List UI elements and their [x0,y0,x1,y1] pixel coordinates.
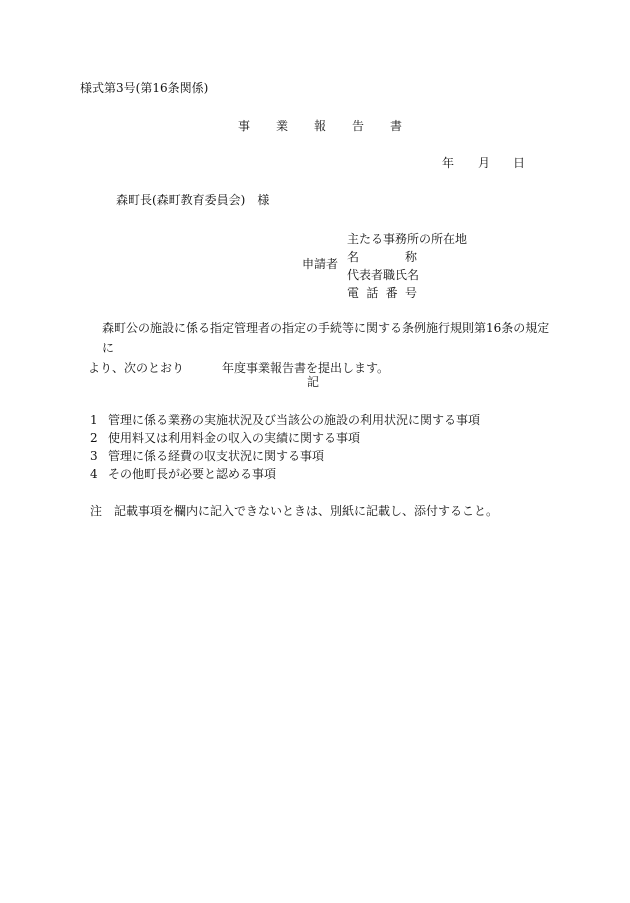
title-char: 業 [276,119,289,133]
ki-heading: 記 [307,375,320,389]
item-list [90,411,480,483]
list-item: 1 管理に係る業務の実施状況及び当該公の施設の利用状況に関する事項 [90,413,481,427]
body-line-1: 森町公の施設に係る指定管理者の指定の手続等に関する条例施行規則第16条の規定に [102,321,550,355]
list-item: 3 管理に係る経費の収支状況に関する事項 [90,449,325,463]
note-text: 記載事項を欄内に記入できないときは、別紙に記載し、添付すること。 [114,504,499,518]
form-number: 様式第3号(第16条関係) [80,81,209,95]
date-day: 日 [513,156,526,170]
addressee: 森町長(森町教育委員会) 様 [116,193,270,207]
address-label: 主たる事務所の所在地 [347,232,468,246]
date-month: 月 [478,156,491,170]
phone-label: 電 話 番 号 [347,286,417,300]
list-item: 4 その他町長が必要と認める事項 [90,467,277,481]
applicant-label: 申請者 [302,257,339,271]
title-char: 告 [352,119,365,133]
body-paragraph [88,318,558,378]
representative-label: 代表者職氏名 [347,268,420,282]
date-year: 年 [442,156,455,170]
title-char: 報 [314,119,327,133]
name-label: 名 称 [347,250,417,264]
note [90,503,498,519]
note-label: 注 [90,504,103,518]
applicant-fields [347,230,467,302]
document-title [238,118,402,134]
list-item: 2 使用料又は利用料金の収入の実績に関する事項 [90,431,361,445]
body-line-2: より、次のとおり 年度事業報告書を提出します。 [88,361,390,375]
title-char: 書 [390,119,403,133]
title-char: 事 [238,119,251,133]
